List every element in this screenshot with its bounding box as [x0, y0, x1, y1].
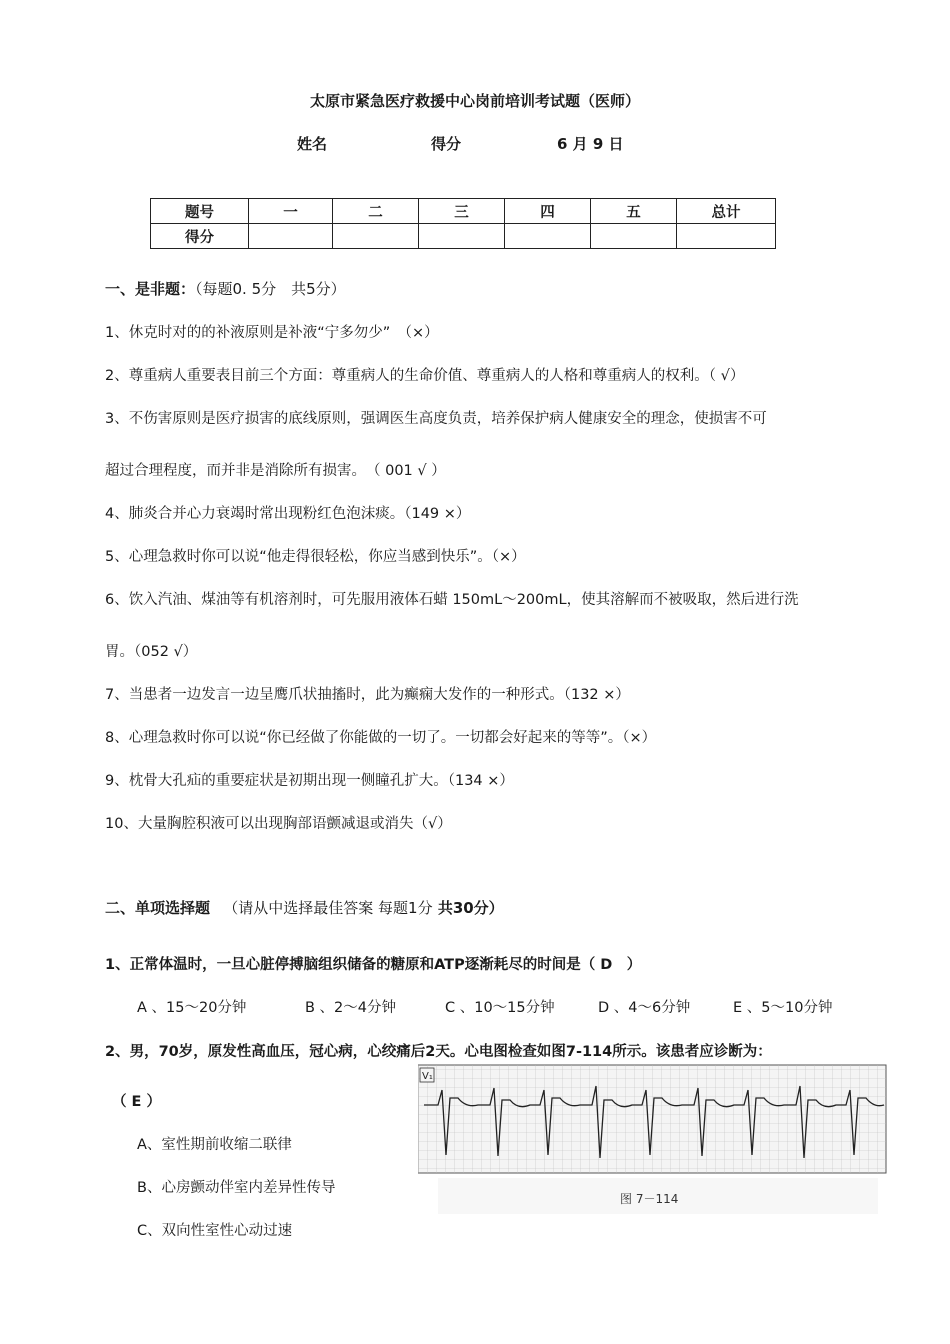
- section2-heading: 二、单项选择题: [105, 899, 211, 917]
- option-c: C、双向性室性心动过速: [137, 1223, 293, 1239]
- score-cell[interactable]: [505, 224, 591, 249]
- score-cell[interactable]: [419, 224, 505, 249]
- score-table-header-row: [151, 199, 776, 224]
- section1-note: （每题0. 5分 共5分）: [195, 280, 346, 298]
- section2-note: （请从中选择最佳答案 每题1分: [223, 899, 433, 917]
- question-stem: 2、男，70岁，原发性高血压，冠心病，心绞痛后2天。心电图检查如图7-114所示。该患者应诊断为：: [105, 1044, 772, 1060]
- question-item: 7、当患者一边发言一边呈鹰爪状抽搐时，此为癫痫大发作的一种形式。（132 ×）: [105, 687, 630, 703]
- exam-date: 6 月 9 日: [557, 135, 624, 153]
- table-header-cell: 二: [333, 199, 419, 224]
- question-item-continuation: 胃。（052 √）: [105, 644, 198, 660]
- ecg-figure: [418, 1060, 888, 1220]
- section1-heading: 一、是非题：: [105, 280, 196, 298]
- option-a: A、室性期前收缩二联律: [137, 1137, 292, 1153]
- option-d: D 、4～6分钟: [598, 1000, 691, 1016]
- table-header-cell: 题号: [151, 199, 249, 224]
- figure-caption: 图 7－114: [620, 1192, 679, 1206]
- question-item: 6、饮入汽油、煤油等有机溶剂时，可先服用液体石蜡 150mL～200mL，使其溶解而不被吸取，然后进行洗: [105, 592, 799, 608]
- table-header-cell: 总计: [677, 199, 776, 224]
- question-item-continuation: 超过合理程度，而并非是消除所有损害。 （ 001 √ ）: [105, 463, 446, 479]
- ecg-lead-label: V₁: [422, 1071, 433, 1082]
- question-item: 3、不伤害原则是医疗损害的底线原则，强调医生高度负责，培养保护病人健康安全的理念，使损害不可: [105, 411, 767, 427]
- question-item: 5、心理急救时你可以说“他走得很轻松，你应当感到快乐”。（×）: [105, 549, 526, 565]
- score-table-score-row: [151, 224, 776, 249]
- question-stem: 1、正常体温时，一旦心脏停搏脑组织储备的糖原和ATP逐渐耗尽的时间是（ D ）: [105, 957, 642, 973]
- question-item: 2、尊重病人重要表目前三个方面：尊重病人的生命价值、尊重病人的人格和尊重病人的权利。（ √）: [105, 368, 745, 384]
- question-item: 4、肺炎合并心力衰竭时常出现粉红色泡沫痰。（149 ×）: [105, 506, 471, 522]
- table-row-label: 得分: [151, 224, 249, 249]
- section2-heading-line: [105, 897, 504, 918]
- score-label: 得分: [431, 135, 462, 153]
- table-header-cell: 一: [249, 199, 333, 224]
- table-header-cell: 五: [591, 199, 677, 224]
- section1-heading-line: [105, 278, 346, 299]
- table-header-cell: 四: [505, 199, 591, 224]
- page-title: 太原市紧急医疗救援中心岗前培训考试题（医师）: [309, 92, 640, 110]
- score-cell[interactable]: [677, 224, 776, 249]
- option-b: B 、2～4分钟: [305, 1000, 397, 1016]
- question-item: 1、休克时对的的补液原则是补液“宁多勿少” （×）: [105, 325, 439, 341]
- name-label: 姓名: [297, 135, 328, 153]
- score-table: [150, 198, 776, 249]
- table-header-cell: 三: [419, 199, 505, 224]
- answer-marker: （ E ）: [112, 1094, 162, 1110]
- score-cell[interactable]: [333, 224, 419, 249]
- option-a: A 、15～20分钟: [137, 1000, 247, 1016]
- option-c: C 、10～15分钟: [445, 1000, 555, 1016]
- question-item: 9、枕骨大孔疝的重要症状是初期出现一侧瞳孔扩大。（134 ×）: [105, 773, 514, 789]
- question-item: 10、大量胸腔积液可以出现胸部语颤减退或消失（√）: [105, 816, 452, 832]
- score-cell[interactable]: [249, 224, 333, 249]
- option-b: B、心房颤动伴室内差异性传导: [137, 1180, 336, 1196]
- section2-total: 共30分）: [437, 899, 504, 917]
- question-item: 8、心理急救时你可以说“你已经做了你能做的一切了。一切都会好起来的等等”。（×）: [105, 730, 657, 746]
- score-cell[interactable]: [591, 224, 677, 249]
- option-e: E 、5～10分钟: [733, 1000, 833, 1016]
